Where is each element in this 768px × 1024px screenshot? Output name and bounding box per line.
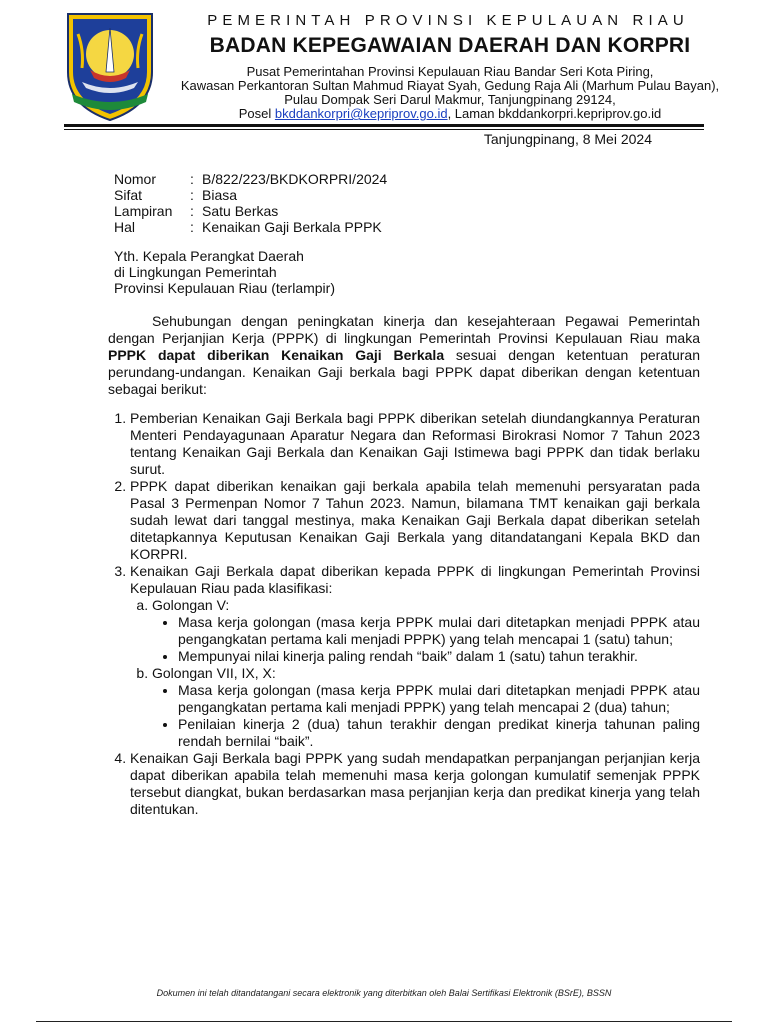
meta-row-nomor [114,171,387,187]
intro-paragraph [108,313,700,398]
meta-value: Kenaikan Gaji Berkala PPPK [202,219,382,235]
item-3-text: Kenaikan Gaji Berkala dapat diberikan kepada PPPK di lingkungan Pemerintah Provinsi Kepulauan Riau pada klasifikasi: [130,563,700,596]
footer-rule [36,1021,732,1022]
item-3a-bullet-2: Mempunyai nilai kinerja paling rendah “baik” dalam 1 (satu) tahun terakhir. [178,648,638,664]
item-3a-text: Golongan V: [152,597,230,613]
list-item [178,716,700,750]
email-link[interactable]: bkddankorpri@kepriprov.go.id [274,106,448,121]
meta-label: Nomor [114,171,157,187]
meta-colon: : [190,219,194,235]
list-item [130,563,700,750]
meta-colon: : [190,203,194,219]
government-name: PEMERINTAH PROVINSI KEPULAUAN RIAU [207,12,689,29]
meta-row-sifat [114,187,387,203]
item-3b-bullet-1: Masa kerja golongan (masa kerja PPPK mulai dari ditetapkan menjadi PPPK atau pengangkatan pertama kali menjadi PPPK) yang telah mencapai 2 (dua) tahun; [178,682,700,715]
list-item [152,665,700,750]
letterhead-rule-thick [64,124,704,127]
email-prefix: Posel [238,106,275,121]
list-item [130,410,700,478]
list-item [152,597,700,665]
list-item [130,750,700,818]
list-item [178,682,700,716]
province-emblem-icon [62,10,158,122]
intro-text-end: sesuai dengan ketentuan peraturan perundang-undangan. Kenaikan Gaji berkala bagi PPPK dapat diberikan dengan ketentuan sebagai berikut: [108,347,701,397]
addressee-line-2: di Lingkungan Pemerintah [114,264,277,280]
letterhead-rule-thin [64,129,704,130]
letter-meta [114,171,387,235]
bullet-list [152,614,700,665]
addressee-line-1: Yth. Kepala Perangkat Daerah [114,248,304,264]
list-item [178,648,700,665]
item-3b-text: Golongan VII, IX, X: [152,665,276,681]
letter-date: Tanjungpinang, 8 Mei 2024 [483,131,652,147]
meta-row-hal [114,219,387,235]
meta-value: Biasa [202,187,238,203]
item-2-text: PPPK dapat diberikan kenaikan gaji berkala apabila telah memenuhi persyaratan pada Pasal 3 Permenpan Nomor 7 Tahun 2023. Namun, bilamana TMT kenaikan gaji berkala sudah lewat dari tanggal mestinya, maka Kenaikan Gaji Berkala dapat diberikan setelah ditetapkannya Keputusan Kenaikan Gaji Berkala yang ditandatangani Kepala BKD dan KORPRI. [130,478,700,562]
addressee-line-3: Provinsi Kepulauan Riau (terlampir) [114,280,335,296]
website-text: , Laman bkddankorpri.kepriprov.go.id [447,106,662,121]
bullet-list [152,682,700,750]
classification-list [130,597,700,750]
address-line-2: Kawasan Perkantoran Sultan Mahmud Riayat Syah, Gedung Raja Ali (Marhum Pulau Bayan), [180,78,720,93]
intro-bold-text: PPPK dapat diberikan Kenaikan Gaji Berkala [108,347,445,363]
item-3b-bullet-2: Penilaian kinerja 2 (dua) tahun terakhir dengan predikat kinerja tahunan paling rendah bernilai “baik”. [178,716,700,749]
meta-colon: : [190,171,194,187]
addressee-block [114,248,335,296]
meta-value: B/822/223/BKDKORPRI/2024 [202,171,388,187]
e-signature-footer: Dokumen ini telah ditandatangani secara elektronik yang diterbitkan oleh Balai Sertifikasi Elektronik (BSrE), BSSN [156,988,612,998]
letter-body [108,313,700,818]
meta-label: Lampiran [114,203,173,219]
meta-label: Sifat [114,187,143,203]
address-line-3: Pulau Dompak Seri Darul Makmur, Tanjungpinang 29124, [284,92,616,107]
provisions-list [108,410,700,818]
list-item [130,478,700,563]
item-1-text: Pemberian Kenaikan Gaji Berkala bagi PPPK diberikan setelah diundangkannya Peraturan Menteri Pendayagunaan Aparatur Negara dan Reformasi Birokrasi Nomor 7 Tahun 2023 tentang Kenaikan Gaji Berkala dan Kenaikan Gaji Istimewa bagi PPPK dan tidak berlaku surut. [130,410,700,477]
meta-value: Satu Berkas [202,203,279,219]
address-line-1: Pusat Pemerintahan Provinsi Kepulauan Riau Bandar Seri Kota Piring, [246,64,654,79]
item-4-text: Kenaikan Gaji Berkala bagi PPPK yang sudah mendapatkan perpanjangan perjanjian kerja dapat diberikan apabila telah memenuhi masa kerja golongan kumulatif semenjak PPPK tersebut diangkat, bukan berdasarkan masa perjanjian kerja dan predikat kinerja yang telah ditentukan. [130,750,700,817]
agency-name: BADAN KEPEGAWAIAN DAERAH DAN KORPRI [209,34,691,57]
meta-row-lampiran [114,203,387,219]
address-line-4 [160,106,740,121]
item-3a-bullet-1: Masa kerja golongan (masa kerja PPPK mulai dari ditetapkan menjadi PPPK atau pengangkatan pertama kali menjadi PPPK) yang telah mencapai 1 (satu) tahun; [178,614,700,647]
meta-colon: : [190,187,194,203]
list-item [178,614,700,648]
intro-text: Sehubungan dengan peningkatan kinerja dan kesejahteraan Pegawai Pemerintah dengan Perjanjian Kerja (PPPK) di lingkungan Pemerintah Provinsi Kepulauan Riau maka [108,313,700,346]
meta-label: Hal [114,219,136,235]
